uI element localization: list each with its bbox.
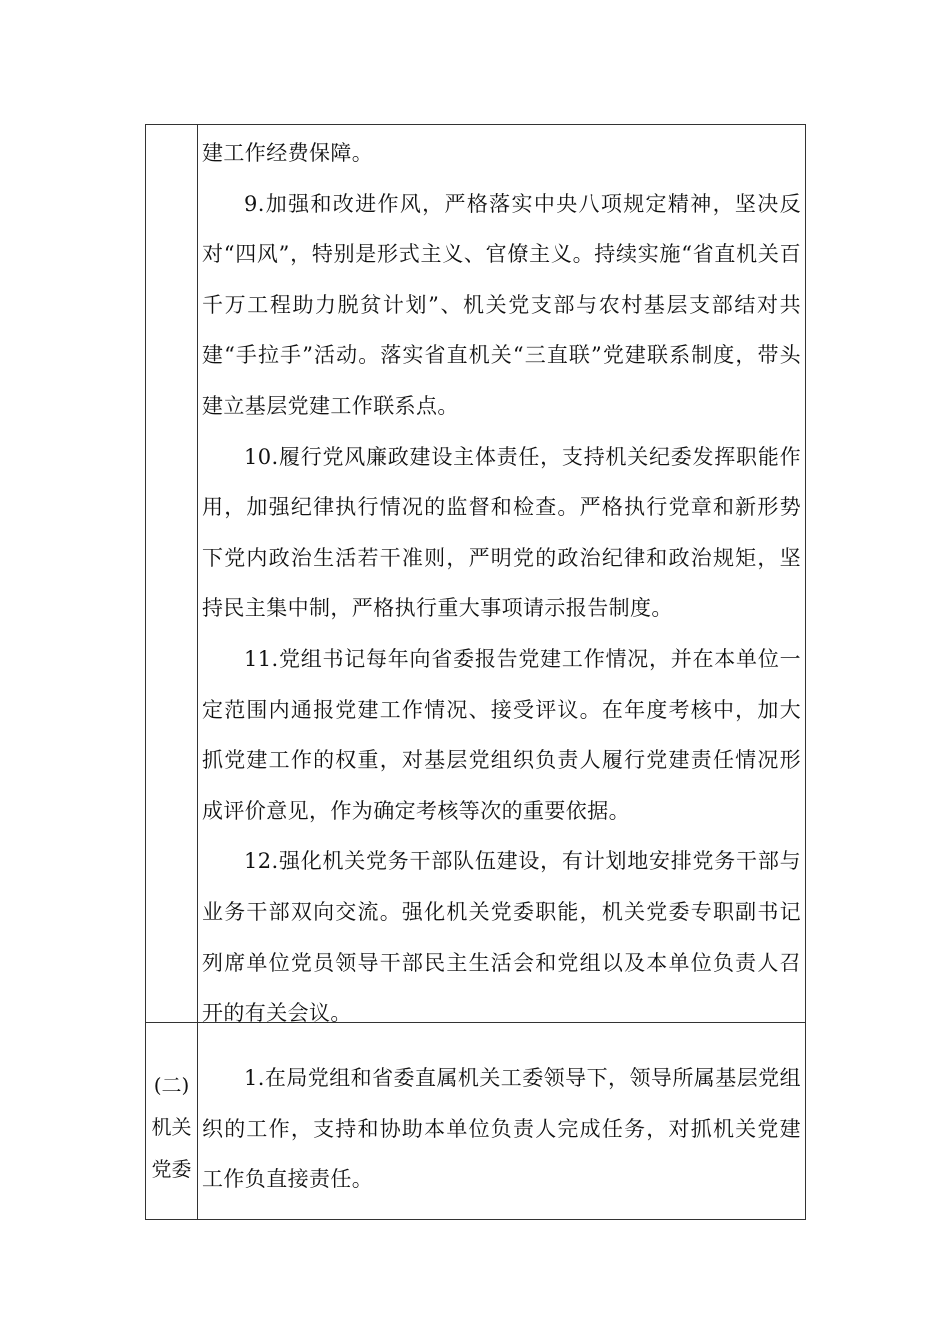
paragraph-item-10: 10.履行党风廉政建设主体责任，支持机关纪委发挥职能作用，加强纪律执行情况的监督和检查。严格执行党章和新形势下党内政治生活若干准则，严明党的政治纪律和政治规矩，坚持民主集中制，严格执行重大事项请示报告制度。 xyxy=(202,444,801,621)
section-title-label-line2: 党委 xyxy=(151,1157,192,1181)
row-label-cell xyxy=(146,125,198,1022)
paragraph-item-12: 12.强化机关党务干部队伍建设，有计划地安排党务干部与业务干部双向交流。强化机关党委职能，机关党委专职副书记列席单位党员领导干部民主生活会和党组以及本单位负责人召开的有关会议。 xyxy=(202,849,801,1026)
paragraph-item-11: 11.党组书记每年向省委报告党建工作情况，并在本单位一定范围内通报党建工作情况、接受评议。在年度考核中，加大抓党建工作的权重，对基层党组织负责人履行党建责任情况形成评价意见，作为确定考核等次的重要依据。 xyxy=(202,646,801,823)
section-title-label-line1: 机关 xyxy=(151,1115,192,1139)
responsibility-table xyxy=(145,124,806,1220)
row-content-cell xyxy=(198,1023,805,1219)
table-row xyxy=(146,1023,805,1219)
row-label-cell xyxy=(146,1023,198,1219)
paragraph-item-1: 1.在局党组和省委直属机关工委领导下，领导所属基层党组织的工作，支持和协助本单位负责人完成任务，对抓机关党建工作负直接责任。 xyxy=(202,1066,801,1192)
row-content-cell xyxy=(198,125,805,1026)
section-number-label: (二) xyxy=(153,1073,190,1097)
table-row xyxy=(146,125,805,1026)
paragraph-item-9: 9.加强和改进作风，严格落实中央八项规定精神，坚决反对“四风”，特别是形式主义、官僚主义。持续实施“省直机关百千万工程助力脱贫计划”、机关党支部与农村基层支部结对共建“手拉手”活动。落实省直机关“三直联”党建联系制度，带头建立基层党建工作联系点。 xyxy=(202,191,801,418)
paragraph-continuation: 建工作经费保障。 xyxy=(202,141,374,165)
